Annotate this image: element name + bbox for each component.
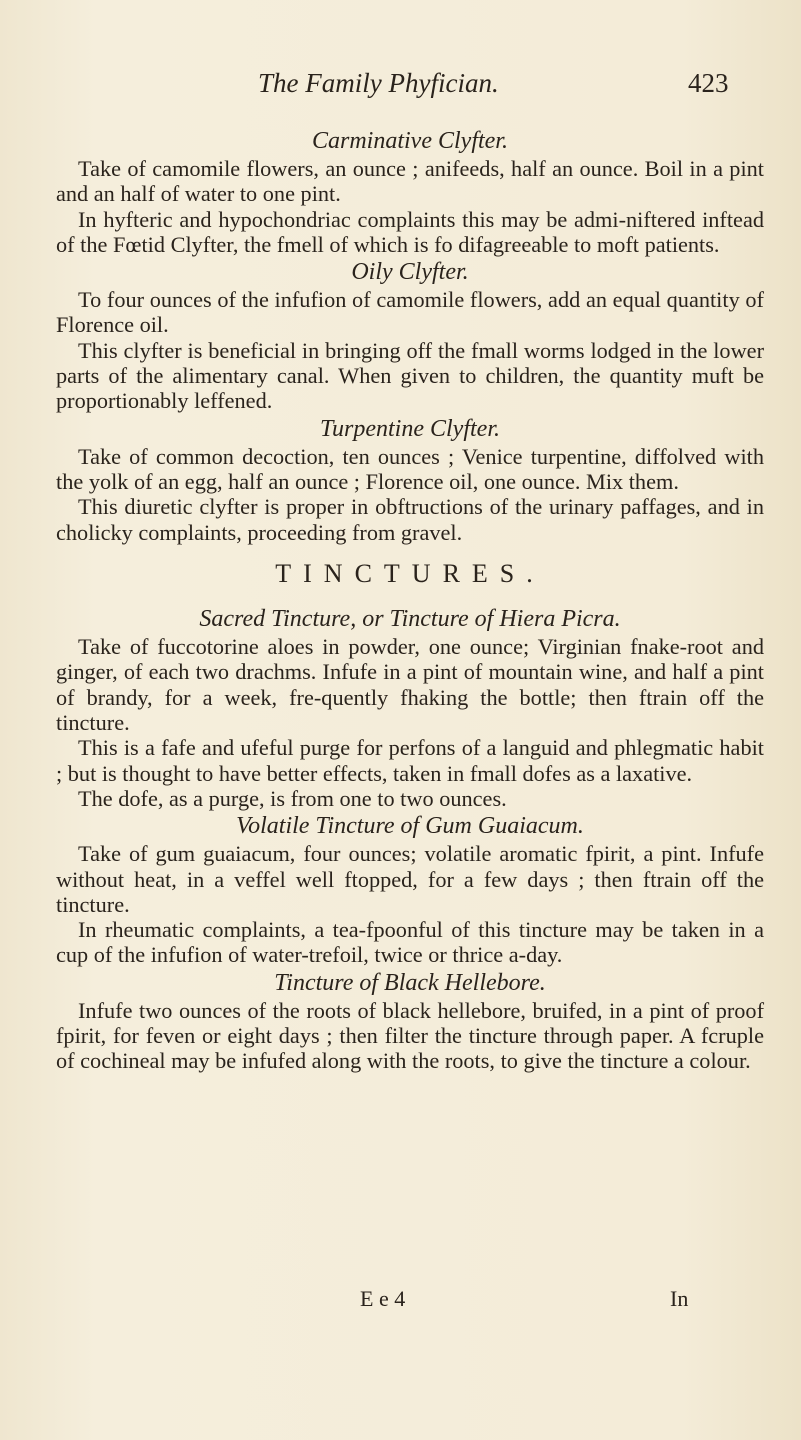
paragraph: Take of fuccotorine aloes in powder, one ounce; Virginian fnake-root and ginger, of each two drachms. Infufe in a pint of mountain wine, and half a pint of brandy, for a week, fre-quently fhaking the bottle; then ftrain off the tincture. [56,634,764,736]
paragraph: This is a fafe and ufeful purge for perfons of a languid and phlegmatic habit ; but is thought to have better effects, taken in fmall dofes as a laxative. [56,735,764,786]
paragraph: This clyfter is beneficial in bringing off the fmall worms lodged in the lower parts of the alimentary canal. When given to children, the quantity muft be proportionably leffened. [56,337,764,414]
page-body [56,126,764,1074]
heading-turpentine-clyster: Turpentine Clyfter. [320,415,500,442]
heading-carminative-clyster: Carminative Clyfter. [312,128,508,154]
paragraph: Take of gum guaiacum, four ounces; volatile aromatic fpirit, a pint. Infufe without heat, in a veffel well ftopped, for a few days ; then ftrain off the tincture. [56,841,764,917]
running-head: The Family Phyfician. [258,68,499,98]
page-number: 423 [688,68,729,98]
signature-mark: E e 4 [360,1286,406,1311]
paragraph: To four ounces of the infufion of camomile flowers, add an equal quantity of Florence oil. [56,287,764,338]
catchword: In [670,1286,689,1311]
paragraph: Take of common decoction, ten ounces ; Venice turpentine, diffolved with the yolk of an egg, half an ounce ; Florence oil, one ounce. Mix them. [56,443,764,494]
paragraph: This diuretic clyfter is proper in obftructions of the urinary paffages, and in cholicky complaints, proceeding from gravel. [56,494,764,545]
paragraph: The dofe, as a purge, is from one to two ounces. [78,785,507,811]
paragraph: Take of camomile flowers, an ounce ; anifeeds, half an ounce. Boil in a pint and an half of water to one pint. [56,156,764,207]
paragraph: Infufe two ounces of the roots of black hellebore, bruifed, in a pint of proof fpirit, for feven or eight days ; then filter the tincture through paper. A fcruple of cochineal may be infufed along with the roots, to give the tincture a colour. [56,997,764,1074]
heading-volatile-tincture: Volatile Tincture of Gum Guaiacum. [236,813,584,840]
section-title-tinctures: TINCTURES. [275,558,545,588]
heading-oily-clyster: Oily Clyfter. [351,259,469,286]
heading-black-hellebore-tincture: Tincture of Black Hellebore. [274,969,546,996]
paragraph: In rheumatic complaints, a tea-fpoonful of this tincture may be taken in a cup of the infufion of water-trefoil, twice or thrice a-day. [56,917,764,968]
paragraph: In hyfteric and hypochondriac complaints this may be admi-niftered inftead of the Fœtid Clyfter, the fmell of which is fo difagreeable to moft patients. [56,206,764,257]
heading-sacred-tincture: Sacred Tincture, or Tincture of Hiera Picra. [199,606,621,633]
